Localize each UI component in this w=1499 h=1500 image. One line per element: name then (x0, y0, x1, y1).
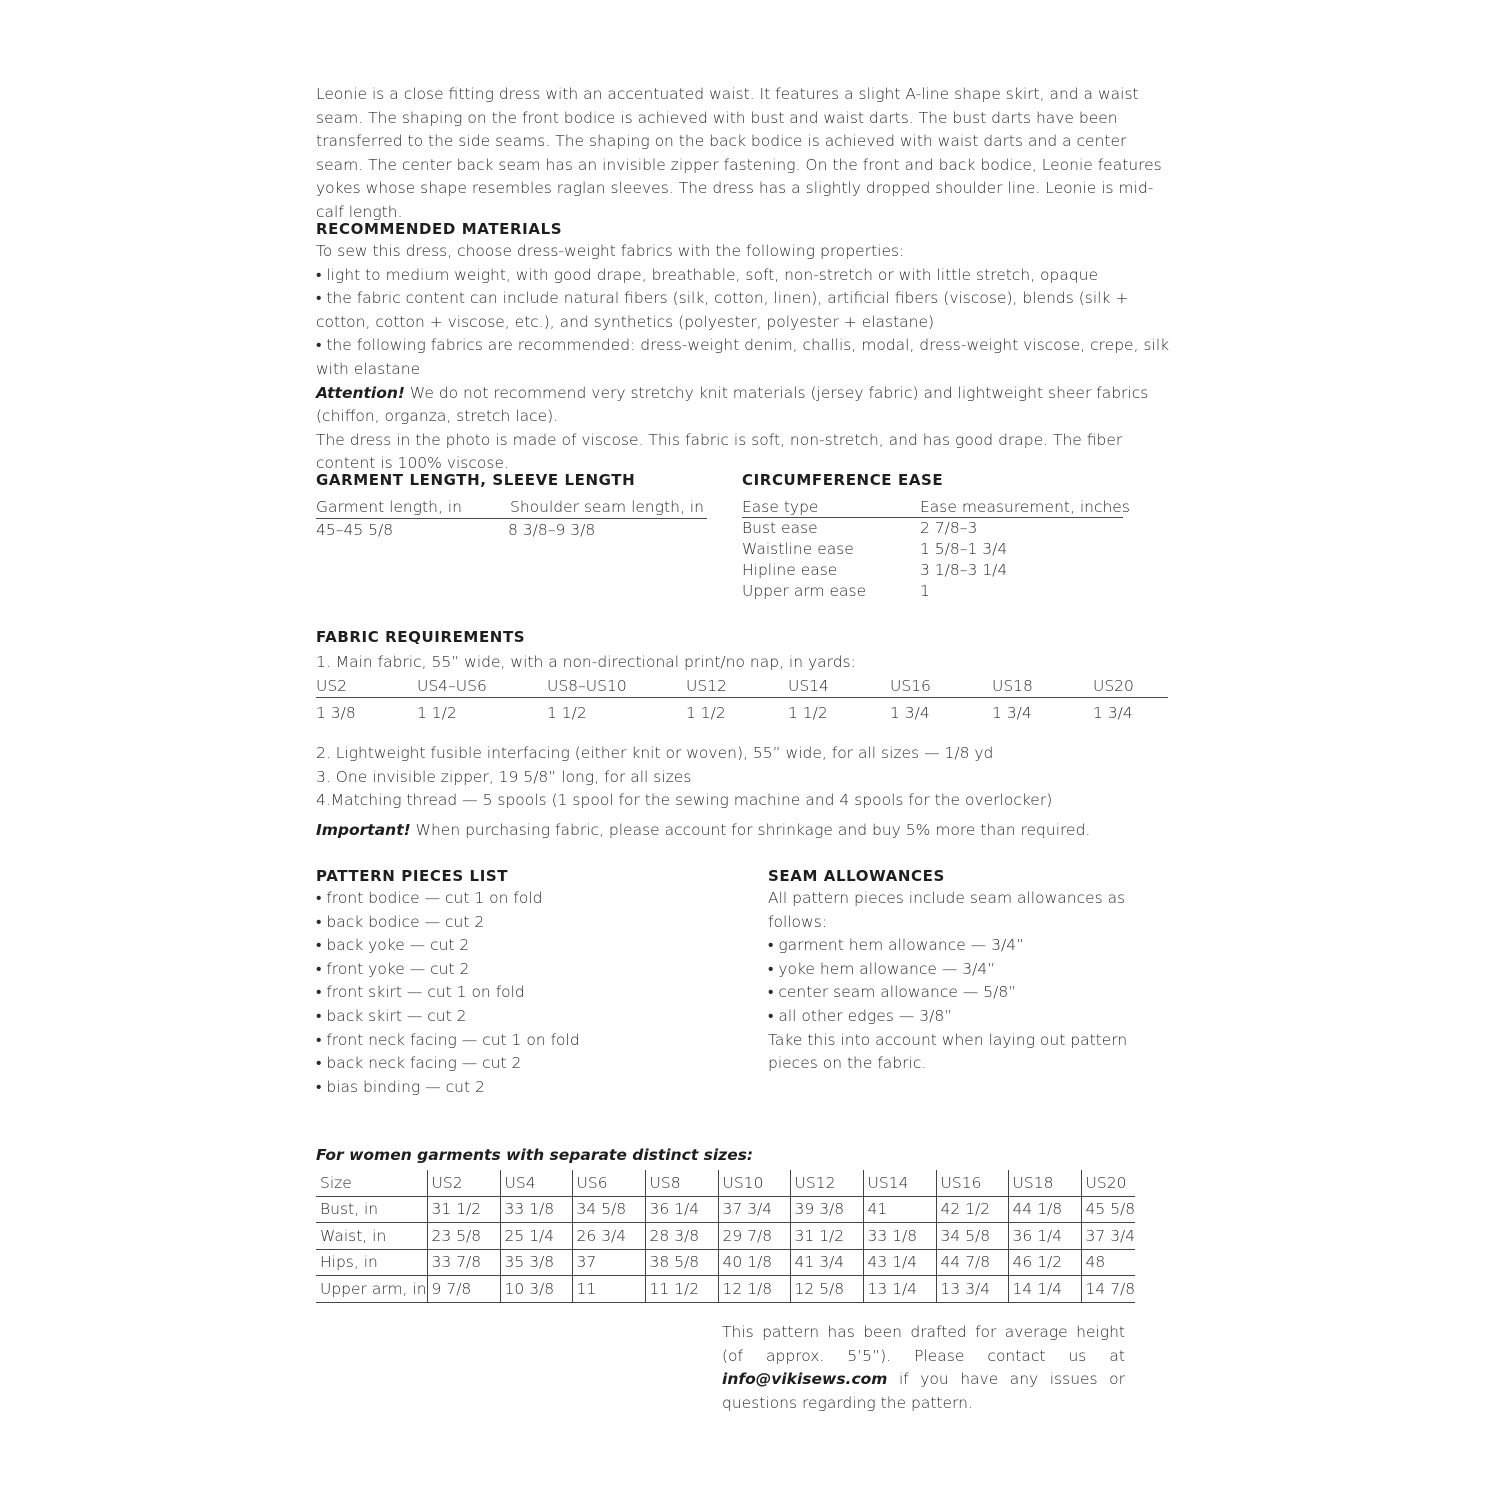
table-cell: 34 5/8 (936, 1223, 1008, 1250)
table-cell: 9 7/8 (427, 1276, 500, 1303)
table-cell: 41 3/4 (790, 1249, 863, 1276)
photo-note: The dress in the photo is made of viscose. This fabric is soft, non-stretch, and has good drape. The fiber content is 100% viscose. (316, 430, 1123, 473)
size-chart-table (316, 1170, 1135, 1303)
list-item: • front neck facing — cut 1 on fold (316, 1030, 580, 1049)
table-header-cell: US6 (572, 1170, 645, 1196)
intro-paragraph: Leonie is a close fitting dress with an accentuated waist. It features a slight A-line shape skirt, and a waist seam. The shaping on the front bodice is achieved with bust and waist darts. The bust darts have been transferred to the side seams. The shaping on the back bodice is achieved with waist darts and a center seam. The center back seam has an invisible zipper fastening. On the front and back bodice, Leonie features yokes whose shape resembles raglan sleeves. The dress has a slightly dropped shoulder line. Leonie is mid-calf length. (316, 85, 1162, 221)
table-row (316, 1170, 1135, 1196)
table-cell: 48 (1081, 1249, 1135, 1276)
table-cell: 26 3/4 (572, 1223, 645, 1250)
fabric-size: US2 (316, 677, 348, 695)
table-cell: 13 1/4 (863, 1276, 936, 1303)
table-cell: 12 1/8 (718, 1276, 790, 1303)
list-item: • center seam allowance — 5/8” (768, 983, 1017, 1002)
fabric-item-2: 2. Lightweight fusible interfacing (either knit or woven), 55” wide, for all sizes — 1/8 yd (316, 744, 994, 762)
table-cell: 31 1/2 (790, 1223, 863, 1250)
materials-bullet-1: • light to medium weight, with good drape, breathable, soft, non-stretch or with little stretch, opaque (316, 265, 1099, 284)
table-cell: 46 1/2 (1008, 1249, 1081, 1276)
fabric-divider (316, 697, 1168, 698)
table-cell: 29 7/8 (718, 1223, 790, 1250)
ease-row-value: 3 1/8–3 1/4 (920, 561, 1008, 579)
table-cell: 35 3/8 (500, 1249, 572, 1276)
list-item: • all other edges — 3/8” (768, 1006, 953, 1025)
table-cell: 44 1/8 (1008, 1196, 1081, 1223)
table-cell: Hips, in (316, 1249, 427, 1276)
fabric-item-3: 3. One invisible zipper, 19 5/8” long, for all sizes (316, 768, 692, 786)
table-header-cell: US12 (790, 1170, 863, 1196)
table-header-cell: US16 (936, 1170, 1008, 1196)
table-cell: 33 1/8 (863, 1223, 936, 1250)
table-row (316, 1223, 1135, 1250)
table-row (316, 1249, 1135, 1276)
table-cell: 34 5/8 (572, 1196, 645, 1223)
table-cell: 38 5/8 (645, 1249, 718, 1276)
list-item: • garment hem allowance — 3/4” (768, 936, 1025, 955)
fabric-size: US12 (686, 677, 727, 695)
ease-row-type: Waistline ease (742, 540, 854, 558)
table-cell: 44 7/8 (936, 1249, 1008, 1276)
table-cell: Upper arm, in (316, 1276, 427, 1303)
ease-col-measure: Ease measurement, inches (920, 498, 1130, 516)
pieces-section (316, 867, 580, 1099)
table-cell: 12 5/8 (790, 1276, 863, 1303)
table-header-cell: US8 (645, 1170, 718, 1196)
ease-row-value: 1 (920, 582, 930, 600)
important-note (316, 819, 1090, 843)
important-label: Important! (316, 821, 411, 839)
attention-note (316, 382, 1171, 429)
table-cell: 11 1/2 (645, 1276, 718, 1303)
table-cell: 11 (572, 1276, 645, 1303)
table-header-cell: US14 (863, 1170, 936, 1196)
footer-note (722, 1321, 1125, 1415)
seams-lead: All pattern pieces include seam allowances as follows: (768, 889, 1126, 931)
attention-text: We do not recommend very stretchy knit materials (jersey fabric) and lightweight sheer fabrics (chiffon, organza, stretch lace). (316, 383, 1149, 426)
garment-col-shoulder: Shoulder seam length, in (510, 498, 704, 516)
fabric-item-4: 4.Matching thread — 5 spools (1 spool for the sewing machine and 4 spools for the overlocker) (316, 791, 1053, 809)
ease-heading: CIRCUMFERENCE EASE (742, 471, 944, 489)
fabric-size: US18 (992, 677, 1033, 695)
fabric-yards: 1 3/8 (316, 704, 356, 722)
table-cell: 42 1/2 (936, 1196, 1008, 1223)
table-header-cell: US20 (1081, 1170, 1135, 1196)
fabric-size: US8–US10 (547, 677, 627, 695)
seams-note: Take this into account when laying out pattern pieces on the fabric. (768, 1030, 1128, 1073)
table-cell: 37 3/4 (718, 1196, 790, 1223)
table-cell: 28 3/8 (645, 1223, 718, 1250)
table-cell: 45 5/8 (1081, 1196, 1135, 1223)
contact-email-link[interactable]: info@vikisews.com (722, 1370, 888, 1389)
ease-row-type: Bust ease (742, 519, 818, 537)
materials-lead: To sew this dress, choose dress-weight fabrics with the following properties: (316, 242, 905, 260)
ease-row-type: Hipline ease (742, 561, 838, 579)
table-cell: 13 3/4 (936, 1276, 1008, 1303)
table-header-cell: US2 (427, 1170, 500, 1196)
table-header-cell: Size (316, 1170, 427, 1196)
table-cell: 40 1/8 (718, 1249, 790, 1276)
ease-row-value: 1 5/8–1 3/4 (920, 540, 1008, 558)
fabric-yards: 1 1/2 (788, 704, 828, 722)
garment-col-length: Garment length, in (316, 498, 462, 516)
table-cell: 39 3/8 (790, 1196, 863, 1223)
list-item: • front bodice — cut 1 on fold (316, 889, 543, 907)
table-cell: Bust, in (316, 1196, 427, 1223)
table-cell: 23 5/8 (427, 1223, 500, 1250)
table-row (316, 1276, 1135, 1303)
table-cell: 10 3/8 (500, 1276, 572, 1303)
list-item: • bias binding — cut 2 (316, 1077, 485, 1096)
list-item: • front yoke — cut 2 (316, 959, 470, 978)
table-cell: 31 1/2 (427, 1196, 500, 1223)
materials-heading: RECOMMENDED MATERIALS (316, 220, 563, 238)
table-cell: 25 1/4 (500, 1223, 572, 1250)
table-cell: 37 (572, 1249, 645, 1276)
garment-heading: GARMENT LENGTH, SLEEVE LENGTH (316, 471, 636, 489)
ease-row-type: Upper arm ease (742, 582, 867, 600)
fabric-yards: 1 1/2 (417, 704, 457, 722)
list-item: • front skirt — cut 1 on fold (316, 983, 525, 1002)
attention-label: Attention! (316, 383, 405, 402)
table-cell: 14 7/8 (1081, 1276, 1135, 1303)
fabric-yards: 1 3/4 (1093, 704, 1133, 722)
fabric-yards: 1 1/2 (686, 704, 726, 722)
table-header-cell: US4 (500, 1170, 572, 1196)
list-item: • back neck facing — cut 2 (316, 1054, 522, 1073)
ease-col-type: Ease type (742, 498, 819, 516)
seams-heading: SEAM ALLOWANCES (768, 867, 945, 885)
table-cell: 33 7/8 (427, 1249, 500, 1276)
list-item: • yoke hem allowance — 3/4” (768, 959, 996, 978)
table-cell: 33 1/8 (500, 1196, 572, 1223)
table-cell: 37 3/4 (1081, 1223, 1135, 1250)
garment-val-shoulder: 8 3/8–9 3/8 (508, 521, 596, 539)
fabric-yards: 1 3/4 (890, 704, 930, 722)
table-header-cell: US18 (1008, 1170, 1081, 1196)
size-chart-caption: For women garments with separate distinct sizes: (316, 1146, 754, 1164)
table-row (316, 1196, 1135, 1223)
fabric-main-line: 1. Main fabric, 55” wide, with a non-directional print/no nap, in yards: (316, 653, 856, 671)
table-cell: 36 1/4 (1008, 1223, 1081, 1250)
fabric-size: US14 (788, 677, 829, 695)
footer-text-before: This pattern has been drafted for average height (of approx. 5’5”). Please contact us at (722, 1323, 1125, 1365)
fabric-yards: 1 3/4 (992, 704, 1032, 722)
table-cell: Waist, in (316, 1223, 427, 1250)
fabric-heading: FABRIC REQUIREMENTS (316, 628, 526, 646)
fabric-size: US4–US6 (417, 677, 487, 695)
seams-section (768, 867, 1173, 1076)
ease-row-value: 2 7/8–3 (920, 519, 978, 537)
footer-text-after: if you have any issues or questions regarding the pattern. (722, 1370, 1125, 1412)
important-text: When purchasing fabric, please account for shrinkage and buy 5% more than required. (410, 821, 1091, 839)
table-cell: 14 1/4 (1008, 1276, 1081, 1303)
table-header-cell: US10 (718, 1170, 790, 1196)
fabric-size: US16 (890, 677, 931, 695)
table-cell: 41 (863, 1196, 936, 1223)
table-cell: 36 1/4 (645, 1196, 718, 1223)
garment-val-length: 45–45 5/8 (316, 521, 394, 539)
table-cell: 43 1/4 (863, 1249, 936, 1276)
materials-bullet-3: • the following fabrics are recommended: dress-weight denim, challis, modal, dress-weight viscose, crepe, silk with elastane (316, 336, 1170, 378)
list-item: • back skirt — cut 2 (316, 1006, 467, 1025)
fabric-size: US20 (1093, 677, 1134, 695)
list-item: • back bodice — cut 2 (316, 912, 485, 931)
list-item: • back yoke — cut 2 (316, 936, 470, 955)
materials-bullet-2: • the fabric content can include natural fibers (silk, cotton, linen), artificial fibers (viscose), blends (silk + cotton, cotton + viscose, etc.), and synthetics (polyester, polyester + elastane) (316, 289, 1129, 331)
pieces-heading: PATTERN PIECES LIST (316, 867, 509, 885)
fabric-yards: 1 1/2 (547, 704, 587, 722)
materials-section (316, 220, 1186, 476)
